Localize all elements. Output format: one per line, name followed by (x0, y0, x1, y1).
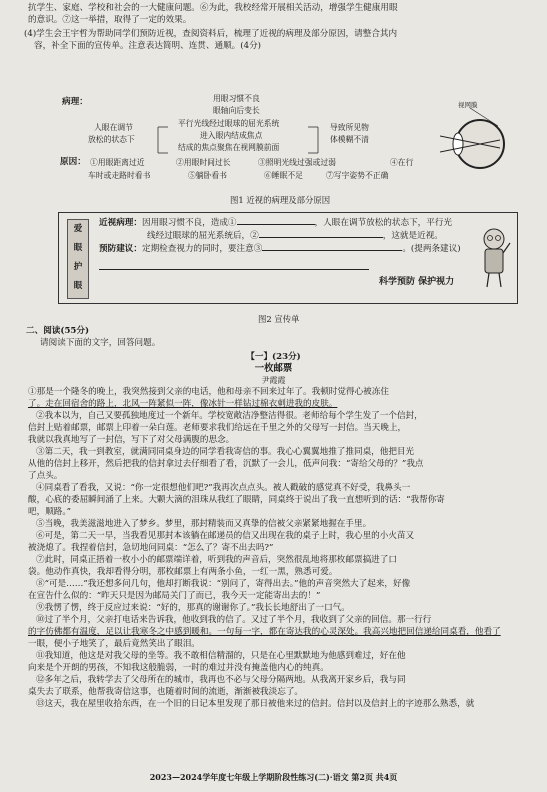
pathology-left-2: 放松的状态下 (88, 135, 135, 144)
poster-pathology-text-b: ，人眼在调节放松的状态下，平行光 (314, 218, 453, 228)
pathology-step-2: 眼轴向后变长 (213, 106, 260, 115)
tab-char-2: 眼 (73, 243, 83, 253)
cartoon-boy-icon (477, 225, 511, 289)
tab-char-3: 护 (73, 262, 83, 272)
paragraph-line: 袋。他动作真快，我却看得分明，那枚邮票上有两条小鱼，一红一黑，熟悉可爱。 (28, 567, 338, 577)
paragraph-line: 被浇熄了。我捏着信封，急切地问同桌：“怎么了？寄不出去吗?” (28, 543, 274, 553)
paragraph-line: 的字仿佛都有温度，足以让我寒冬之中感到暖和。一句每一字，都在寄达我的心灵深处。我高兴地把回信递给同桌看，他看了 (28, 627, 501, 637)
eyeball-icon (440, 100, 508, 172)
cause-6: ⑥睡眠不足 (264, 171, 303, 180)
pathology-step-1: 用眼习惯不良 (213, 94, 260, 103)
poster-pathology-text-c: 线经过眼球的屈光系统后，② (147, 231, 259, 241)
paragraph-line: ⑥可是，第二天一早，当我看见那封本该躺在邮递员的信又出现在我的桌子上时，我心里的小火苗又 (36, 531, 415, 541)
propaganda-poster (58, 212, 518, 304)
poster-pathology-text-d: ，这就是近视。 (382, 231, 443, 241)
top-line-2: 的意识。⑦这一举措，取得了一定的效果。 (28, 15, 192, 25)
article-author: 尹霞霞 (261, 376, 286, 385)
part-1-heading: 【一】(23分) (246, 352, 301, 362)
poster-side-tab (67, 219, 89, 299)
paragraph-line: 信封上贴着邮票，邮票上印着一朵白莲。老师要求我们给远在千里之外的父母写一封信。当天晚上， (28, 423, 407, 433)
paragraph-line: ⑨我愣了愣，终于反应过来说：“好的，那真的谢谢你了。”我长长地舒出了一口气。 (36, 603, 350, 613)
cause-2: ②用眼时间过长 (176, 158, 231, 167)
top-line-1: 抗学生、家庭、学校和社会的一大健康问题。⑥为此，我校经常开展相关活动，增强学生健康用眼 (28, 3, 398, 13)
paragraph-line: ②我本以为，自己又要孤独地度过一个新年。学校宽敞洁净整洁得很。老师给每个学生发了一个信封， (36, 411, 423, 421)
paragraph-line: 从他的信封上移开，然后把我的信封拿过去仔细看了看，沉默了一会儿，低声问我：“寄给父母的？”我点 (28, 459, 424, 469)
question-4-line-1: (4)学生会王宇哲为帮助同学们预防近视，查阅资料后，梳理了近视的病理及部分原因，请整合其内 (24, 29, 398, 39)
cause-4: ④在行 (390, 158, 414, 167)
pathology-left-1: 人眼在调节 (94, 123, 133, 132)
figure-1-caption: 图1 近视的病理及部分原因 (230, 195, 331, 205)
question-4-line-2: 容，补全下面的宣传单。注意表达简明、连贯、通顺。(4分) (34, 41, 262, 51)
cause-1: ①用眼距离过近 (90, 158, 145, 167)
paragraph-line: ⑪我知道，他这是对我父母的坐等。我不敢相信精溜的，只是在心里默默地为他感到难过，好在他 (36, 651, 406, 661)
cause-7: ⑦写字姿势不正确 (326, 171, 389, 180)
poster-pathology-text-a: 因用眼习惯不良，造成① (141, 218, 237, 228)
page-footer: 2023—2024学年度七年级上学期阶段性练习(二)·语文 第2页 共4页 (149, 772, 398, 782)
poster-prevention-label: 预防建议： (99, 244, 142, 254)
paragraph-line: 桌失去了联系，他帮我寄信这事，也随着时间的流逝，渐渐被我淡忘了。 (28, 687, 304, 697)
paragraph-line: ③第二天，我一到教室，就满同同桌身边的同学看我寄信的事。我心心翼翼地推了推同桌，他把目光 (36, 447, 415, 457)
tab-char-4: 眼 (73, 281, 83, 291)
poster-prevention-text: 定期检查视力的同时，要注意③ (141, 244, 263, 254)
pathology-step-4: 进入眼内结成焦点 (200, 131, 263, 140)
blank-3-line-2[interactable] (99, 269, 369, 270)
pathology-right-2: 体模糊不清 (330, 135, 369, 144)
paragraph-line: 向来是个开朗的男孩，不知我这般脆弱，一时的难过并没有掩盖他内心的纯真。 (28, 663, 329, 673)
pathology-label: 病理： (62, 97, 88, 107)
paragraph-line: 在宣告什么似的：“昨天只是因为邮局关门了而已，我今天一定能寄出去的！” (28, 591, 321, 601)
figure-2-caption: 图2 宣传单 (258, 314, 300, 324)
paragraph-line: ⑤当晚，我美滋滋地进入了梦乡。梦里，那封精装而又真挚的信被父亲紧紧地握在手里。 (36, 519, 372, 529)
poster-pathology-label: 近视病理： (99, 218, 142, 228)
paragraph-line: ⑩过了半个月，父亲打电话来告诉我，他收到我的信了。又过了半个月，我收到了父亲的回信。那一行行 (36, 615, 432, 625)
cause-5: ⑤躺卧看书 (188, 171, 227, 180)
cause-3: ③照明光线过强或过弱 (258, 158, 336, 167)
pathology-step-5: 结成的焦点聚焦在视网膜前面 (178, 143, 280, 152)
poster-prevention-note: 。(提两条建议) (402, 244, 461, 254)
retina-label: 视网膜 (458, 101, 478, 109)
paragraph-line: ①那是一个隆冬的晚上，我突然接到父亲的电话，他和母亲不回来过年了。我顿时觉得心被冻住 (28, 387, 389, 397)
paragraph-line: 酸，心底的委屈瞬间涌了上来。大颗大滴的泪珠从我红了眼睛，同桌终于说出了我一直想听到的话：“我帮你寄 (28, 495, 445, 505)
section-2-instruction: 请阅读下面的文字，回答问题。 (40, 338, 161, 348)
cause-4-cont: 车时或走路时看书 (88, 171, 151, 180)
poster-slogan: 科学预防 保护视力 (379, 277, 455, 287)
paragraph-line: 我就以我真地写了一封信，写下了对父母满腹的思念。 (28, 435, 235, 445)
blank-3[interactable] (262, 250, 402, 251)
pathology-right-1: 导致所见物 (330, 123, 369, 132)
paragraph-line: ⑦此时，同桌正捂着一枚小小的邮票端详着，听到我的声音后，突然很乱地将那枚邮票搞进了口 (36, 555, 397, 565)
eye-diagram (440, 100, 508, 172)
paragraph-line: ⑧“可是……”我还想多问几句，他却打断我说：“别问了，寄得出去。”他的声音突然大了起来，好像 (36, 579, 411, 589)
paragraph-line: 一眼，便小子地笑了，最后竟然笑出了眼泪。 (28, 639, 200, 649)
paragraph-line: ④同桌看了看我，又说：“你一定很想他们吧?”我再次点点头。被人戳破的感觉真不好受，我鼻头一 (36, 483, 411, 493)
paragraph-line: 吧，顺路。” (28, 507, 72, 517)
paragraph-line: 了。走在回宿舍的路上，北风一阵紧似一阵，像冰针一样钻过棉衣刺进我的皮肤。 (28, 399, 338, 409)
paragraph-line: ⑫多年之后，我转学去了父母所在的城市，我再也不必与父母分隔两地。从我离开家乡后，我与同 (36, 675, 406, 685)
paragraph-line: 了点头。 (28, 471, 63, 481)
blank-1[interactable] (237, 224, 315, 225)
tab-char-1: 爱 (73, 224, 83, 234)
causes-label: 原因： (60, 157, 86, 167)
section-2-heading: 二、阅读(55分) (26, 326, 90, 336)
pathology-step-3: 平行光线经过眼球的屈光系统 (178, 119, 280, 128)
blank-2[interactable] (259, 237, 383, 238)
article-title: 一枚邮票 (254, 363, 293, 374)
paragraph-line: ⑬这天，我在屋里收拾东西，在一个旧的日记本里发现了那日被他来过的信封。信封以及信封上的字迹那么熟悉，就 (36, 699, 475, 709)
